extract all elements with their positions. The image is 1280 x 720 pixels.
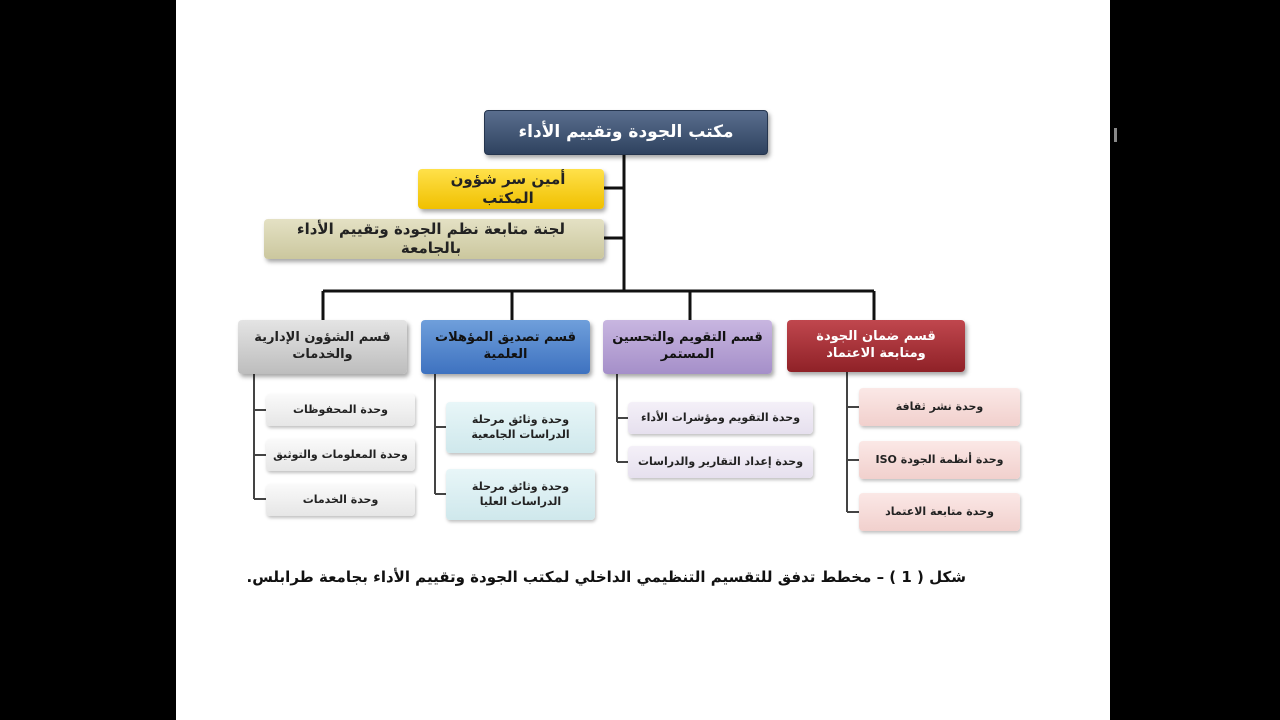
- figure-caption: شكل ( 1 ) – مخطط تدفق للتقسيم التنظيمي الداخلي لمكتب الجودة وتقييم الأداء بجامعة طرابلس.: [246, 568, 966, 586]
- document-page: [176, 0, 1110, 720]
- unit-information-documentation: وحدة المعلومات والتوثيق: [266, 439, 415, 471]
- dept-qualification-certification: قسم تصديق المؤهلات العلمية: [421, 320, 590, 374]
- secretary-box: أمين سر شؤون المكتب: [418, 169, 604, 209]
- unit-evaluation-indicators: وحدة التقويم ومؤشرات الأداء: [628, 402, 813, 434]
- unit-iso-quality-systems: وحدة أنظمة الجودة ISO: [859, 441, 1020, 479]
- unit-culture-dissemination: وحدة نشر ثقافة: [859, 388, 1020, 426]
- unit-postgrad-documents: وحدة وثائق مرحلة الدراسات العليا: [446, 469, 595, 520]
- quality-office-box: مكتب الجودة وتقييم الأداء: [484, 110, 768, 155]
- unit-archives: وحدة المحفوظات: [266, 394, 415, 426]
- committee-box: لجنة متابعة نظم الجودة وتقييم الأداء بالجامعة: [264, 219, 604, 259]
- unit-reports-studies: وحدة إعداد التقارير والدراسات: [628, 446, 813, 478]
- unit-accreditation-followup: وحدة متابعة الاعتماد: [859, 493, 1020, 531]
- unit-services: وحدة الخدمات: [266, 484, 415, 516]
- dept-admin-services: قسم الشؤون الإدارية والخدمات: [238, 320, 407, 374]
- dept-evaluation-improvement: قسم التقويم والتحسين المستمر: [603, 320, 772, 374]
- scroll-indicator: [1114, 128, 1117, 142]
- dept-quality-assurance: قسم ضمان الجودة ومتابعة الاعتماد: [787, 320, 965, 372]
- unit-undergrad-documents: وحدة وثائق مرحلة الدراسات الجامعية: [446, 402, 595, 453]
